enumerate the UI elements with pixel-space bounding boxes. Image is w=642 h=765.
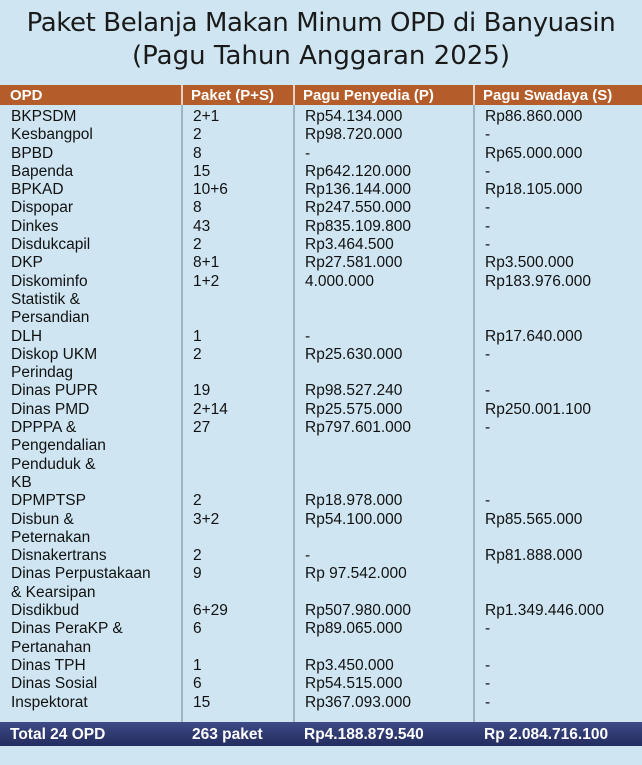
cell-opd: Dinas PUPR (11, 382, 98, 400)
cell-penyedia: Rp797.601.000 (294, 419, 474, 492)
cell-opd: Disdikbud (11, 602, 80, 620)
cell-penyedia: - (294, 145, 474, 163)
cell-paket: 2 (182, 236, 294, 254)
cell-swadaya: Rp17.640.000 (474, 328, 642, 346)
total-row (0, 722, 642, 746)
total-swadaya: Rp 2.084.716.100 (474, 722, 642, 746)
cell-opd: BPKAD (11, 181, 64, 199)
cell-swadaya: Rp81.888.000 (474, 547, 642, 565)
cell-swadaya: - (474, 236, 642, 254)
cell-paket: 2+14 (182, 401, 294, 419)
total-penyedia: Rp4.188.879.540 (294, 722, 474, 746)
table-header-row (0, 85, 642, 105)
cell-penyedia: - (294, 547, 474, 565)
table-row (0, 145, 642, 163)
cell-paket: 15 (182, 163, 294, 181)
cell-swadaya: Rp183.976.000 (474, 273, 642, 328)
total-paket: 263 paket (182, 722, 294, 746)
cell-paket: 2 (182, 492, 294, 510)
table-row (0, 657, 642, 675)
total-opd: Total 24 OPD (0, 722, 182, 746)
cell-opd: Dinkes (11, 217, 59, 235)
cell-swadaya: - (474, 382, 642, 400)
cell-swadaya: - (474, 419, 642, 492)
table-row (0, 199, 642, 217)
cell-paket: 1 (182, 657, 294, 675)
table-row (0, 419, 642, 492)
cell-paket: 1 (182, 328, 294, 346)
table-row (0, 328, 642, 346)
page-title: Paket Belanja Makan Minum OPD di Banyuasin (26, 8, 616, 38)
cell-penyedia: Rp54.134.000 (294, 105, 474, 126)
cell-swadaya: - (474, 657, 642, 675)
table-row (0, 163, 642, 181)
cell-opd: Dinas PMD (11, 400, 90, 418)
cell-paket: 10+6 (182, 181, 294, 199)
cell-swadaya: - (474, 218, 642, 236)
table-row (0, 346, 642, 383)
cell-opd: Inspektorat (11, 693, 88, 711)
budget-table (0, 85, 642, 746)
cell-penyedia: Rp18.978.000 (294, 492, 474, 510)
column-header-penyedia: Pagu Penyedia (P) (294, 85, 474, 105)
cell-swadaya: - (474, 126, 642, 144)
cell-penyedia: Rp98.527.240 (294, 382, 474, 400)
table-row (0, 382, 642, 400)
cell-swadaya: Rp1.349.446.000 (474, 602, 642, 620)
cell-penyedia: Rp3.450.000 (294, 657, 474, 675)
cell-paket: 9 (182, 565, 294, 602)
column-header-opd: OPD (0, 85, 182, 105)
cell-paket: 2 (182, 547, 294, 565)
cell-penyedia: Rp25.630.000 (294, 346, 474, 383)
cell-swadaya: - (474, 492, 642, 510)
cell-penyedia: Rp247.550.000 (294, 199, 474, 217)
cell-paket: 6 (182, 620, 294, 657)
cell-swadaya: - (474, 694, 642, 722)
table-row (0, 675, 642, 693)
cell-opd: DLH (11, 327, 43, 345)
cell-penyedia: - (294, 328, 474, 346)
table-row (0, 181, 642, 199)
cell-opd: Dinas TPH (11, 656, 86, 674)
cell-opd: Disbun & Peternakan (11, 510, 91, 546)
cell-penyedia: Rp54.100.000 (294, 511, 474, 548)
cell-swadaya: Rp18.105.000 (474, 181, 642, 199)
table-row (0, 547, 642, 565)
page-title-block (0, 6, 642, 72)
cell-paket: 15 (182, 694, 294, 722)
cell-swadaya: Rp3.500.000 (474, 254, 642, 272)
cell-opd: Dinas Perpustakaan & Kearsipan (11, 565, 151, 601)
cell-penyedia: Rp98.720.000 (294, 126, 474, 144)
cell-opd: Kesbangpol (11, 126, 93, 144)
cell-paket: 2 (182, 126, 294, 144)
cell-penyedia: 4.000.000 (294, 273, 474, 328)
cell-penyedia: Rp642.120.000 (294, 163, 474, 181)
cell-opd: Dispopar (11, 199, 74, 217)
cell-opd: Disdukcapil (11, 236, 91, 254)
cell-penyedia: Rp3.464.500 (294, 236, 474, 254)
cell-penyedia: Rp136.144.000 (294, 181, 474, 199)
cell-swadaya: Rp85.565.000 (474, 511, 642, 548)
cell-penyedia: Rp89.065.000 (294, 620, 474, 657)
cell-penyedia: Rp507.980.000 (294, 602, 474, 620)
cell-paket: 19 (182, 382, 294, 400)
cell-swadaya: - (474, 199, 642, 217)
cell-paket: 27 (182, 419, 294, 492)
cell-swadaya: - (474, 675, 642, 693)
table-row (0, 694, 642, 722)
cell-penyedia: Rp367.093.000 (294, 694, 474, 722)
cell-paket: 8+1 (182, 254, 294, 272)
table-row (0, 218, 642, 236)
cell-opd: Diskominfo Statistik & Persandian (11, 272, 90, 327)
table-row (0, 602, 642, 620)
cell-penyedia: Rp25.575.000 (294, 401, 474, 419)
table-row (0, 236, 642, 254)
cell-penyedia: Rp 97.542.000 (294, 565, 474, 602)
cell-penyedia: Rp54.515.000 (294, 675, 474, 693)
cell-penyedia: Rp835.109.800 (294, 218, 474, 236)
cell-swadaya (474, 565, 642, 602)
cell-opd: Disnakertrans (11, 547, 107, 565)
cell-opd: Bapenda (11, 162, 74, 180)
cell-swadaya: - (474, 163, 642, 181)
table-row (0, 126, 642, 144)
cell-swadaya: Rp86.860.000 (474, 105, 642, 126)
cell-opd: Diskop UKM Perindag (11, 345, 98, 382)
cell-penyedia: Rp27.581.000 (294, 254, 474, 272)
cell-swadaya: - (474, 620, 642, 657)
cell-paket: 8 (182, 145, 294, 163)
cell-paket: 6 (182, 675, 294, 693)
cell-paket: 2 (182, 346, 294, 383)
cell-opd: DKP (11, 254, 43, 272)
cell-swadaya: Rp65.000.000 (474, 145, 642, 163)
table-row (0, 492, 642, 510)
table-row (0, 565, 642, 602)
table-row (0, 620, 642, 657)
cell-paket: 6+29 (182, 602, 294, 620)
column-header-swadaya: Pagu Swadaya (S) (474, 85, 642, 105)
cell-paket: 2+1 (182, 105, 294, 126)
page-subtitle: (Pagu Tahun Anggaran 2025) (132, 41, 510, 71)
cell-paket: 8 (182, 199, 294, 217)
cell-opd: BPBD (11, 144, 54, 162)
cell-paket: 1+2 (182, 273, 294, 328)
table-row (0, 254, 642, 272)
cell-opd: Dinas Sosial (11, 675, 98, 693)
cell-opd: DPMPTSP (11, 492, 86, 510)
table-row (0, 273, 642, 328)
cell-swadaya: Rp250.001.100 (474, 401, 642, 419)
cell-paket: 43 (182, 218, 294, 236)
cell-opd: Dinas PeraKP & Pertanahan (11, 620, 123, 656)
column-header-paket: Paket (P+S) (182, 85, 294, 105)
cell-opd: DPPPA & Pengendalian Penduduk & KB (11, 419, 106, 491)
cell-opd: BKPSDM (11, 108, 77, 125)
table-row (0, 105, 642, 126)
table-row (0, 401, 642, 419)
cell-swadaya: - (474, 346, 642, 383)
cell-paket: 3+2 (182, 511, 294, 548)
table-row (0, 511, 642, 548)
